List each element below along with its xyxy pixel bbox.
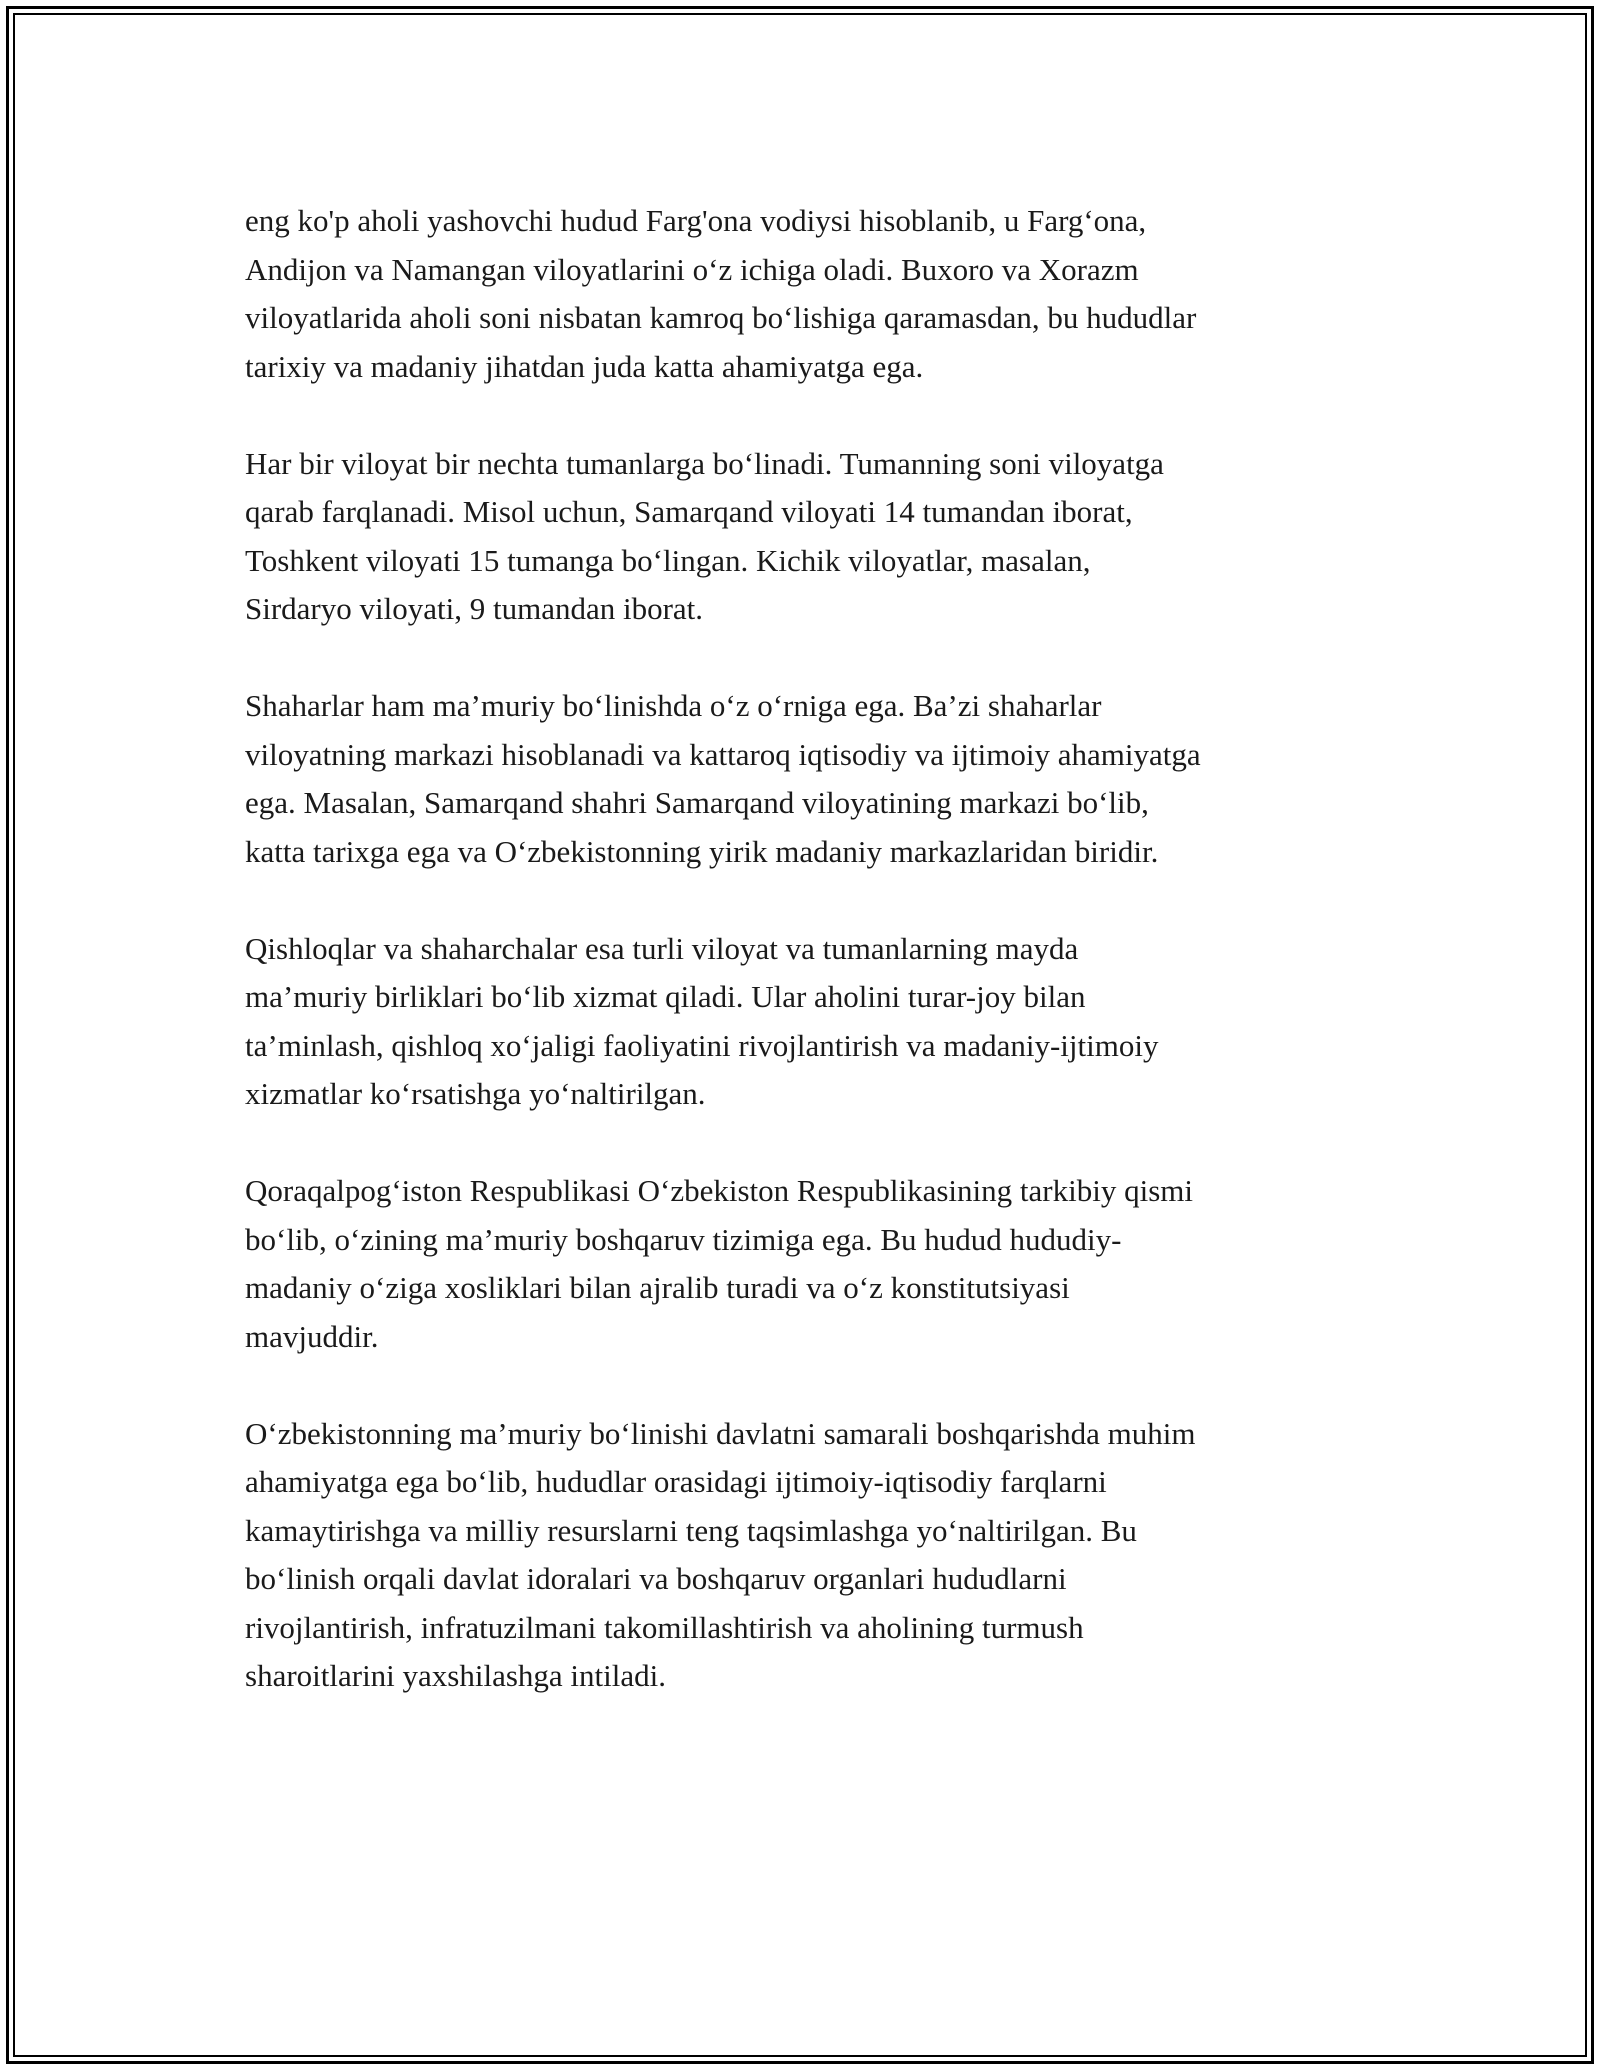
text-line: bo‘lib, o‘zining ma’muriy boshqaruv tizimiga ega. Bu hudud hududiy- xyxy=(245,1221,1122,1257)
text-line: ahamiyatga ega bo‘lib, hududlar orasidagi ijtimoiy-iqtisodiy farqlarni xyxy=(245,1464,1107,1499)
text-line: viloyatlarida aholi soni nisbatan kamroq bo‘lishiga qaramasdan, bu hududlar xyxy=(245,300,1197,335)
text-line: Toshkent viloyati 15 tumanga bo‘lingan. Kichik viloyatlar, masalan, xyxy=(245,542,1091,578)
text-line: xizmatlar ko‘rsatishga yo‘naltirilgan. xyxy=(245,1076,706,1111)
paragraph-6 xyxy=(245,1410,1395,1701)
text-line: madaniy o‘ziga xosliklari bilan ajralib turadi va o‘z konstitutsiyasi xyxy=(245,1270,1070,1305)
text-line: Qishloqlar va shaharchalar esa turli viloyat va tumanlarning mayda xyxy=(245,930,1079,966)
paragraph-4 xyxy=(245,925,1395,1119)
text-line: mavjuddir. xyxy=(245,1318,379,1354)
text-line: Sirdaryo viloyati, 9 tumandan iborat. xyxy=(245,591,704,626)
paragraph-2 xyxy=(245,440,1395,634)
text-line: ta’minlash, qishloq xo‘jaligi faoliyatini rivojlantirish va madaniy-ijtimoiy xyxy=(245,1027,1159,1063)
text-line: rivojlantirish, infratuzilmani takomillashtirish va aholining turmush xyxy=(245,1609,1084,1645)
text-line: Shaharlar ham ma’muriy bo‘linishda o‘z o‘rniga ega. Ba’zi shaharlar xyxy=(245,688,1102,723)
text-line: Qoraqalpog‘iston Respublikasi O‘zbekiston Respublikasining tarkibiy qismi xyxy=(245,1173,1193,1208)
text-line: kamaytirishga va milliy resurslarni teng taqsimlashga yo‘naltirilgan. Bu xyxy=(245,1512,1137,1548)
page-frame xyxy=(6,6,1594,2064)
paragraph-5 xyxy=(245,1167,1395,1361)
text-line: bo‘linish orqali davlat idoralari va boshqaruv organlari hududlarni xyxy=(245,1561,1067,1596)
text-line: Andijon va Namangan viloyatlarini o‘z ichiga oladi. Buxoro va Xorazm xyxy=(245,251,1139,287)
text-line: ega. Masalan, Samarqand shahri Samarqand viloyatining markazi bo‘lib, xyxy=(245,785,1149,820)
text-line: O‘zbekistonning ma’muriy bo‘linishi davlatni samarali boshqarishda muhim xyxy=(245,1415,1196,1451)
text-line: sharoitlarini yaxshilashga intiladi. xyxy=(245,1658,666,1693)
paragraph-3 xyxy=(245,682,1395,876)
text-line: Har bir viloyat bir nechta tumanlarga bo‘linadi. Tumanning soni viloyatga xyxy=(245,445,1164,481)
text-line: viloyatning markazi hisoblanadi va kattaroq iqtisodiy va ijtimoiy ahamiyatga xyxy=(245,736,1201,772)
document-body xyxy=(245,197,1395,1701)
text-line: eng ko'p aholi yashovchi hudud Farg'ona vodiysi hisoblanib, u Farg‘ona, xyxy=(245,203,1147,238)
text-line: tarixiy va madaniy jihatdan juda katta ahamiyatga ega. xyxy=(245,348,924,384)
text-line: qarab farqlanadi. Misol uchun, Samarqand viloyati 14 tumandan iborat, xyxy=(245,494,1133,529)
text-line: ma’muriy birliklari bo‘lib xizmat qiladi. Ular aholini turar-joy bilan xyxy=(245,979,1086,1014)
text-line: katta tarixga ega va O‘zbekistonning yirik madaniy markazlaridan biridir. xyxy=(245,833,1159,869)
paragraph-1 xyxy=(245,197,1395,391)
